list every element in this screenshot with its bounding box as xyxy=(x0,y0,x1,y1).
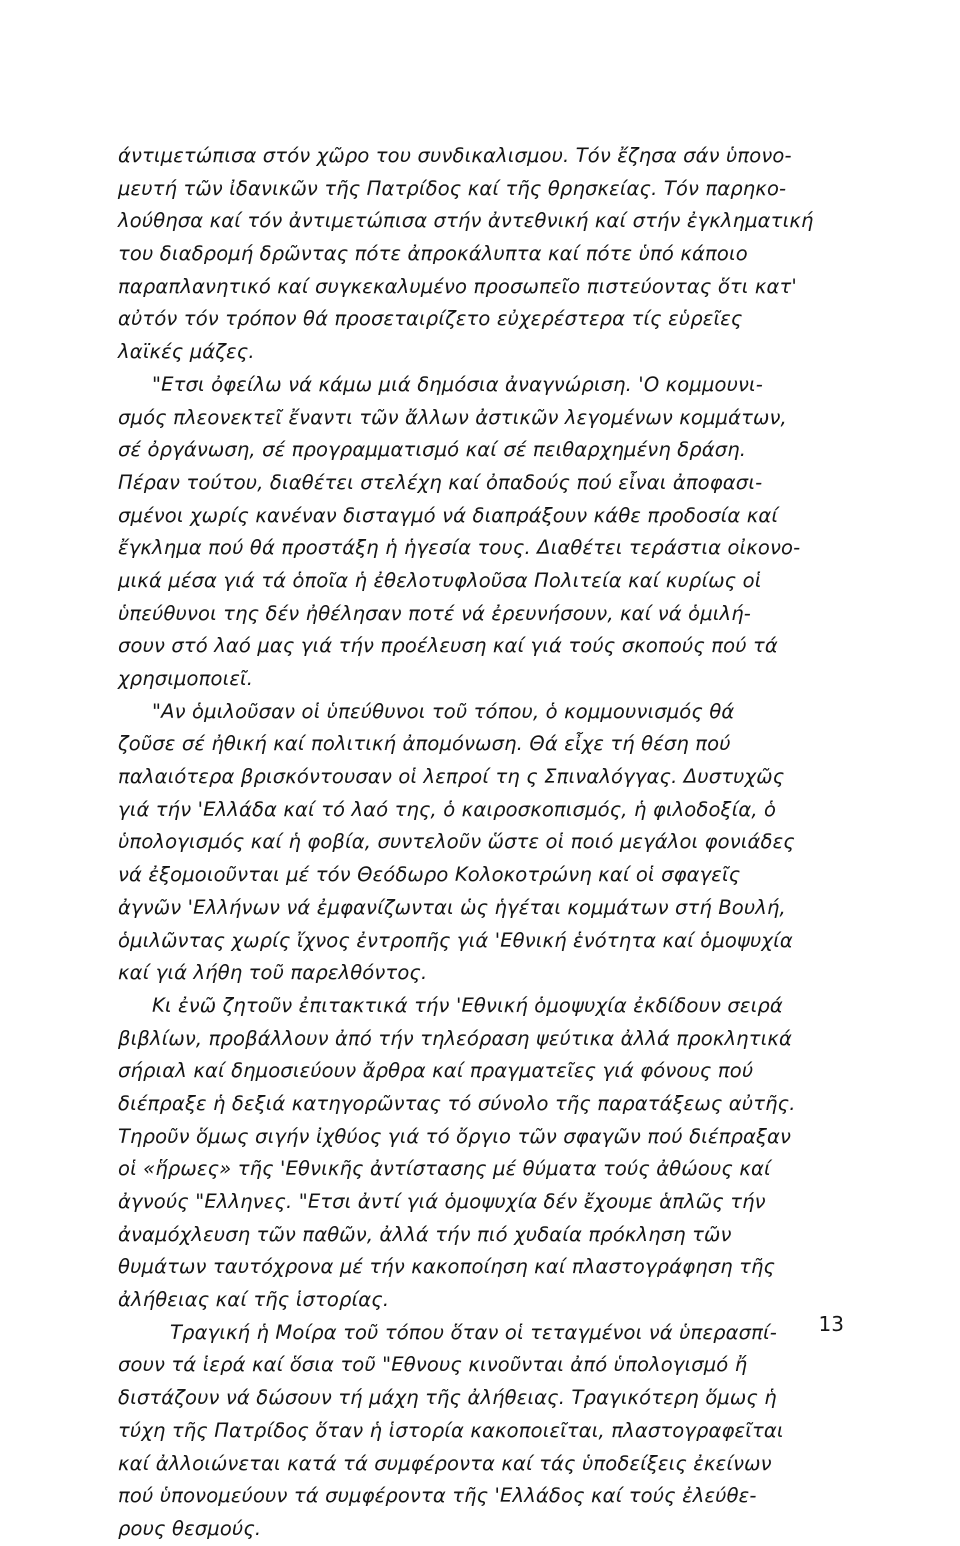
body-text xyxy=(118,140,830,1546)
text-line: άντιμετώπισα στόν χῶρο του συνδικαλισμου. Τόν ἔζησα σάν ὑπονο- xyxy=(118,144,792,167)
text-line: ἀλήθειας καί τῆς ἱστορίας. xyxy=(118,1288,390,1312)
text-line: σουν στό λαό μας γιά τήν προέλευση καί γιά τούς σκοπούς πού τά xyxy=(118,634,778,658)
text-line: σέ ὀργάνωση, σέ προγραμματισμό καί σέ πειθαρχημένη δράση. xyxy=(118,438,747,462)
text-line: σμένοι χωρίς κανέναν δισταγμό νά διαπράξουν κάθε προδοσία καί xyxy=(118,503,779,527)
text-line: ρους θεσμούς. xyxy=(118,1516,262,1540)
text-line: μικά μέσα γιά τά ὁποῖα ἡ ἐθελοτυφλοῦσα Πολιτεία καί κυρίως οἱ xyxy=(118,568,762,592)
text-line: οἱ «ἥρωες» τῆς 'Εθνικῆς ἀντίστασης μέ θύματα τούς ἀθώους καί xyxy=(118,1157,771,1181)
text-line: του διαδρομή δρῶντας πότε ἀπροκάλυπτα καί πότε ὑπό κάποιο xyxy=(118,242,748,266)
text-line: τύχη τῆς Πατρίδος ὅταν ἡ ἱστορία κακοποιεῖται, πλαστογραφεῖται xyxy=(118,1418,784,1442)
text-line: ἀγνῶν 'Ελλήνων νά ἐμφανίζωνται ὡς ἡγέται κομμάτων στή Βουλή, xyxy=(118,895,786,919)
text-line: σμός πλεονεκτεῖ ἔναντι τῶν ἄλλων ἀστικῶν λεγομένων κομμάτων, xyxy=(118,405,787,429)
text-line: ὑπολογισμός καί ἡ φοβία, συντελοῦν ὥστε οἱ ποιό μεγάλοι φονιάδες xyxy=(118,830,795,854)
text-line: διστάζουν νά δώσουν τή μάχη τῆς ἀλήθειας. Τραγικότερη ὅμως ἡ xyxy=(118,1386,777,1410)
text-line: Τραγική ἡ Μοίρα τοῦ τόπου ὅταν οἱ τεταγμένοι νά ὑπερασπί- xyxy=(170,1320,777,1344)
text-line: καί ἀλλοιώνεται κατά τά συμφέροντα καί τάς ὑποδείξεις ἐκείνων xyxy=(118,1451,772,1475)
text-line: βιβλίων, προβάλλουν ἀπό τήν τηλεόραση ψεύτικα ἀλλά προκλητικά xyxy=(118,1026,792,1050)
text-line: μευτή τῶν ἰδανικῶν τῆς Πατρίδος καί τῆς θρησκείας. Τόν παρηκο- xyxy=(118,176,787,200)
text-line: πού ὑπονομεύουν τά συμφέροντα τῆς 'Ελλάδος καί τούς ἐλεύθε- xyxy=(118,1484,757,1508)
text-line: καί γιά λήθη τοῦ παρελθόντος. xyxy=(118,961,428,985)
text-line: ἀναμόχλευση τῶν παθῶν, ἀλλά τήν πιό χυδαία πρόκληση τῶν xyxy=(118,1222,732,1246)
text-line: ἔγκλημα πού θά προστάξη ἡ ἡγεσία τους. Διαθέτει τεράστια οἰκονο- xyxy=(118,536,801,560)
text-line: ἀγνούς "Ελληνες. "Ετσι ἀντί γιά ὁμοψυχία δέν ἔχουμε ἁπλῶς τήν xyxy=(118,1190,766,1213)
text-line: ὑπεύθυνοι της δέν ἠθέλησαν ποτέ νά ἐρευνήσουν, καί νά ὁμιλή- xyxy=(118,601,751,625)
text-line: ζοῦσε σέ ἠθική καί πολιτική ἀπομόνωση. Θά εἶχε τή θέση πού xyxy=(118,732,731,756)
text-line: σουν τά ἱερά καί ὅσια τοῦ "Εθνους κινοῦνται ἀπό ὑπολογισμό ἤ xyxy=(118,1353,748,1377)
text-line: διέπραξε ἡ δεξιά κατηγορῶντας τό σύνολο τῆς παρατάξεως αὐτῆς. xyxy=(118,1091,796,1115)
page-number: 13 xyxy=(818,1312,844,1336)
text-line: παλαιότερα βρισκόντουσαν οἱ λεπροί τη ς Σπιναλόγγας. Δυστυχῶς xyxy=(118,765,785,789)
text-line: "Αν ὁμιλοῦσαν οἱ ὑπεύθυνοι τοῦ τόπου, ὁ κομμουνισμός θά xyxy=(152,699,735,723)
text-line: χρησιμοποιεῖ. xyxy=(118,667,254,690)
text-line: λούθησα καί τόν ἀντιμετώπισα στήν ἀντεθνική καί στήν ἐγκληματική xyxy=(118,209,814,233)
text-line: θυμάτων ταυτόχρονα μέ τήν κακοποίηση καί πλαστογράφηση τῆς xyxy=(118,1255,776,1279)
text-line: αὐτόν τόν τρόπον θά προσεταιρίζετο εὐχερέστερα τίς εὑρεῖες xyxy=(118,307,743,331)
text-line: ὁμιλῶντας χωρίς ἴχνος ἐντροπῆς γιά 'Εθνική ἑνότητα καί ὁμοψυχία xyxy=(118,928,793,952)
text-line: νά ἐξομοιοῦνται μέ τόν Θεόδωρο Κολοκοτρώνη καί οἱ σφαγεῖς xyxy=(118,863,741,887)
text-line: Τηροῦν ὅμως σιγήν ἰχθύος γιά τό ὄργιο τῶν σφαγῶν πού διέπραξαν xyxy=(118,1124,792,1148)
text-line: παραπλανητικό καί συγκεκαλυμένο προσωπεῖο πιστεύοντας ὅτι κατ' xyxy=(118,274,797,298)
text-line: "Ετσι ὀφείλω νά κάμω μιά δημόσια ἀναγνώριση. 'Ο κομμουνι- xyxy=(152,372,763,396)
text-line: σήριαλ καί δημοσιεύουν ἄρθρα καί πραγματεῖες γιά φόνους πού xyxy=(118,1059,754,1083)
text-line: Κι ἐνῶ ζητοῦν ἐπιτακτικά τήν 'Εθνική ὁμοψυχία ἐκδίδουν σειρά xyxy=(152,993,783,1017)
text-line: λαϊκές μάζες. xyxy=(118,340,255,364)
text-line: Πέραν τούτου, διαθέτει στελέχη καί ὀπαδούς πού εἶναι ἀποφασι- xyxy=(118,470,763,494)
text-line: γιά τήν 'Ελλάδα καί τό λαό της, ὁ καιροσκοπισμός, ἡ φιλοδοξία, ὁ xyxy=(118,797,777,821)
